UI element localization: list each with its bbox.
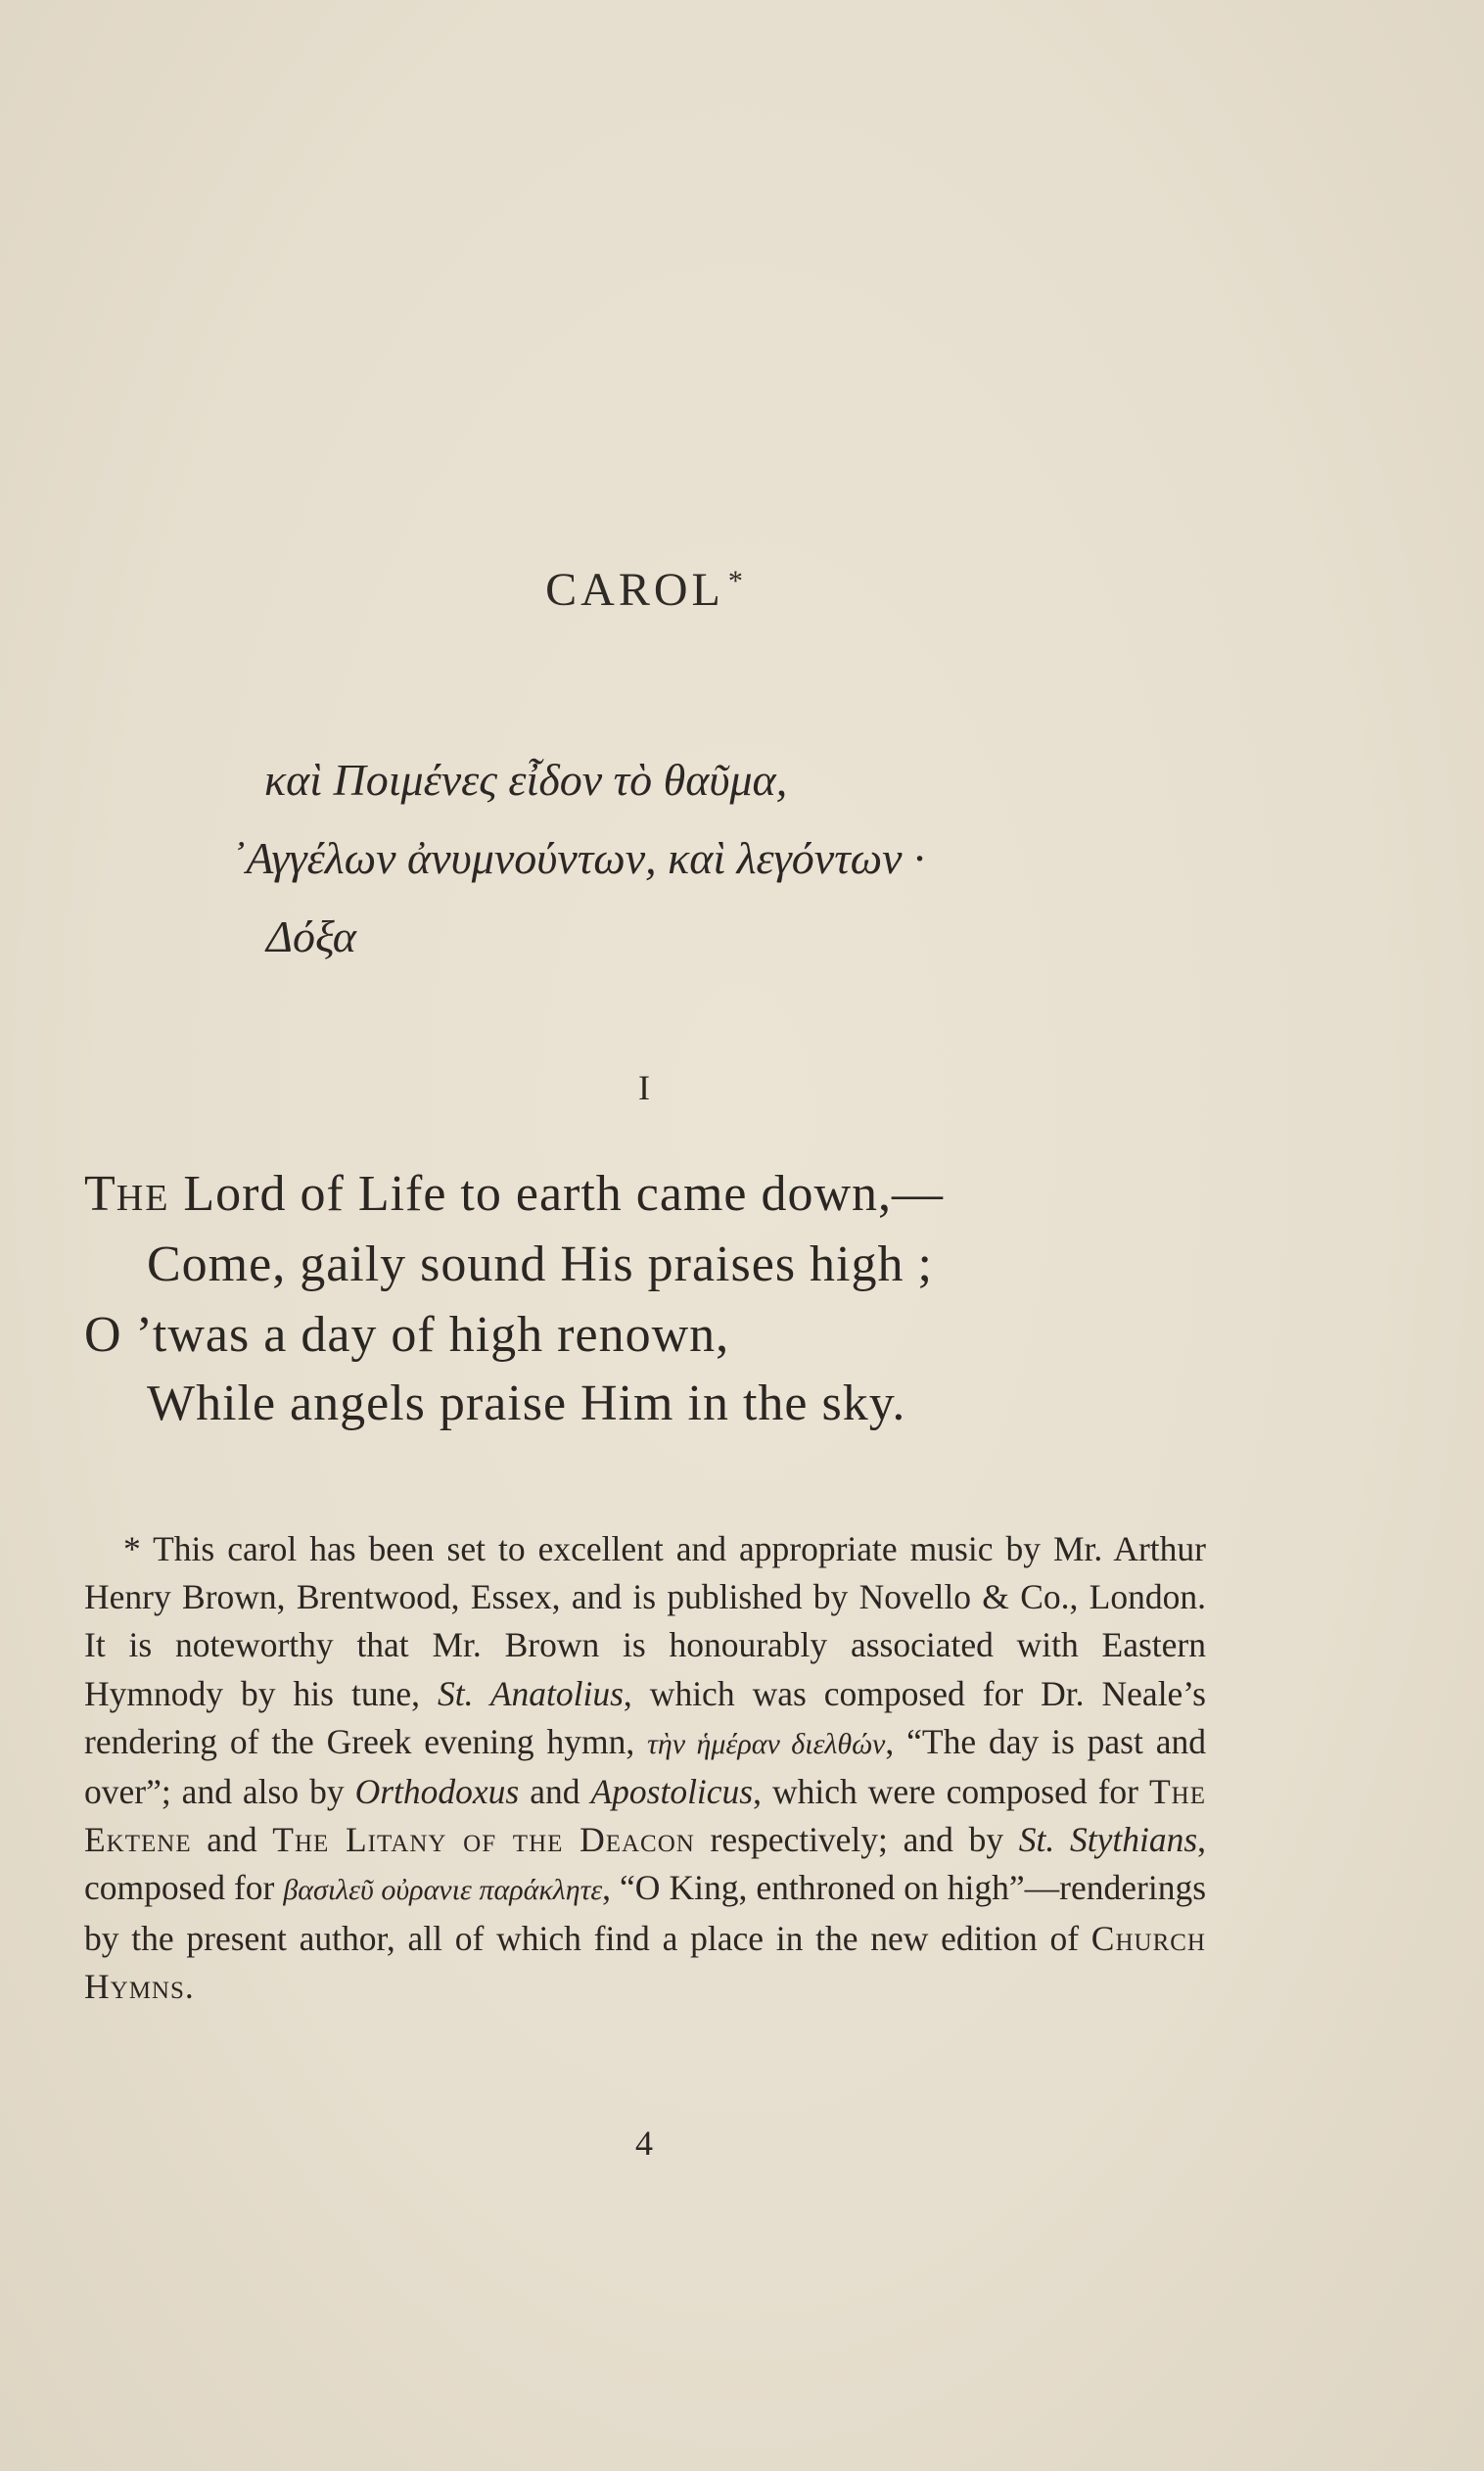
footnote-text: * This carol has been set to excellent and appropriate music by Mr. Arthur Henry Brown, Brentwood, Essex, and is published by Novello & Co., London. It is noteworthy that Mr. Brown is honourably associated with Eastern Hymnody by his tune, (84, 1529, 1206, 1713)
greek-quote: τὴν ἡμέραν διελθών (647, 1727, 886, 1760)
greek-line-2: ᾿Αγγέλων ἀνυμνούντων, καὶ λεγόντων · (231, 833, 925, 883)
stanza-numeral: I (638, 1068, 650, 1107)
footnote (84, 1525, 1206, 2011)
verse-smallcaps: HE (116, 1178, 170, 1219)
verse-line-1-rest: Lord of Life to earth came down,— (169, 1166, 945, 1222)
footnote-text: , which was composed for Dr. Neale’s rendering of the Greek evening hymn, (84, 1673, 1206, 1761)
footnote-text: respectively; and by (694, 1820, 1019, 1860)
footnote-text: and (519, 1772, 591, 1812)
tune-name: Apostolicus (590, 1772, 754, 1812)
tune-name: St. Anatolius (437, 1673, 624, 1713)
greek-line-1: καὶ Ποιμένες εἶδον τὸ θαῦμα, (264, 755, 788, 805)
verse-line-3: O ’twas a day of high renown, (84, 1307, 730, 1363)
footnote-text: , composed for (84, 1820, 1207, 1908)
tune-name: St. Stythians (1018, 1820, 1198, 1860)
footnote-text: , “The day is past and over”; and also by (84, 1721, 1206, 1812)
footnote-text: . (184, 1966, 194, 2006)
book-title: Church Hymns (84, 1918, 1206, 2006)
page-title (0, 563, 1288, 617)
page-number: 4 (635, 2123, 653, 2163)
footnote-text: and (191, 1820, 273, 1860)
footnote-text: , which were composed for (753, 1772, 1149, 1812)
tune-name: Orthodoxus (354, 1772, 520, 1812)
greek-quote: βασιλεῦ οὐρανιε παράκλητε (283, 1874, 603, 1907)
verse-line-1 (84, 1165, 944, 1223)
greek-line-3: Δόξα (266, 911, 356, 961)
verse-line-2: Come, gaily sound His praises high ; (147, 1236, 933, 1292)
hymn-title: The Litany of the Deacon (272, 1820, 695, 1860)
footnote-marker: * (727, 565, 743, 597)
title-text: CAROL (545, 564, 724, 616)
verse-initial: T (84, 1166, 116, 1222)
hymn-title: The Ektene (84, 1772, 1206, 1860)
footnote-text: , “O King, enthroned on high”—renderings by the present author, all of which find a place in the new edition of (84, 1868, 1207, 1958)
verse-line-4: While angels praise Him in the sky. (147, 1375, 906, 1431)
